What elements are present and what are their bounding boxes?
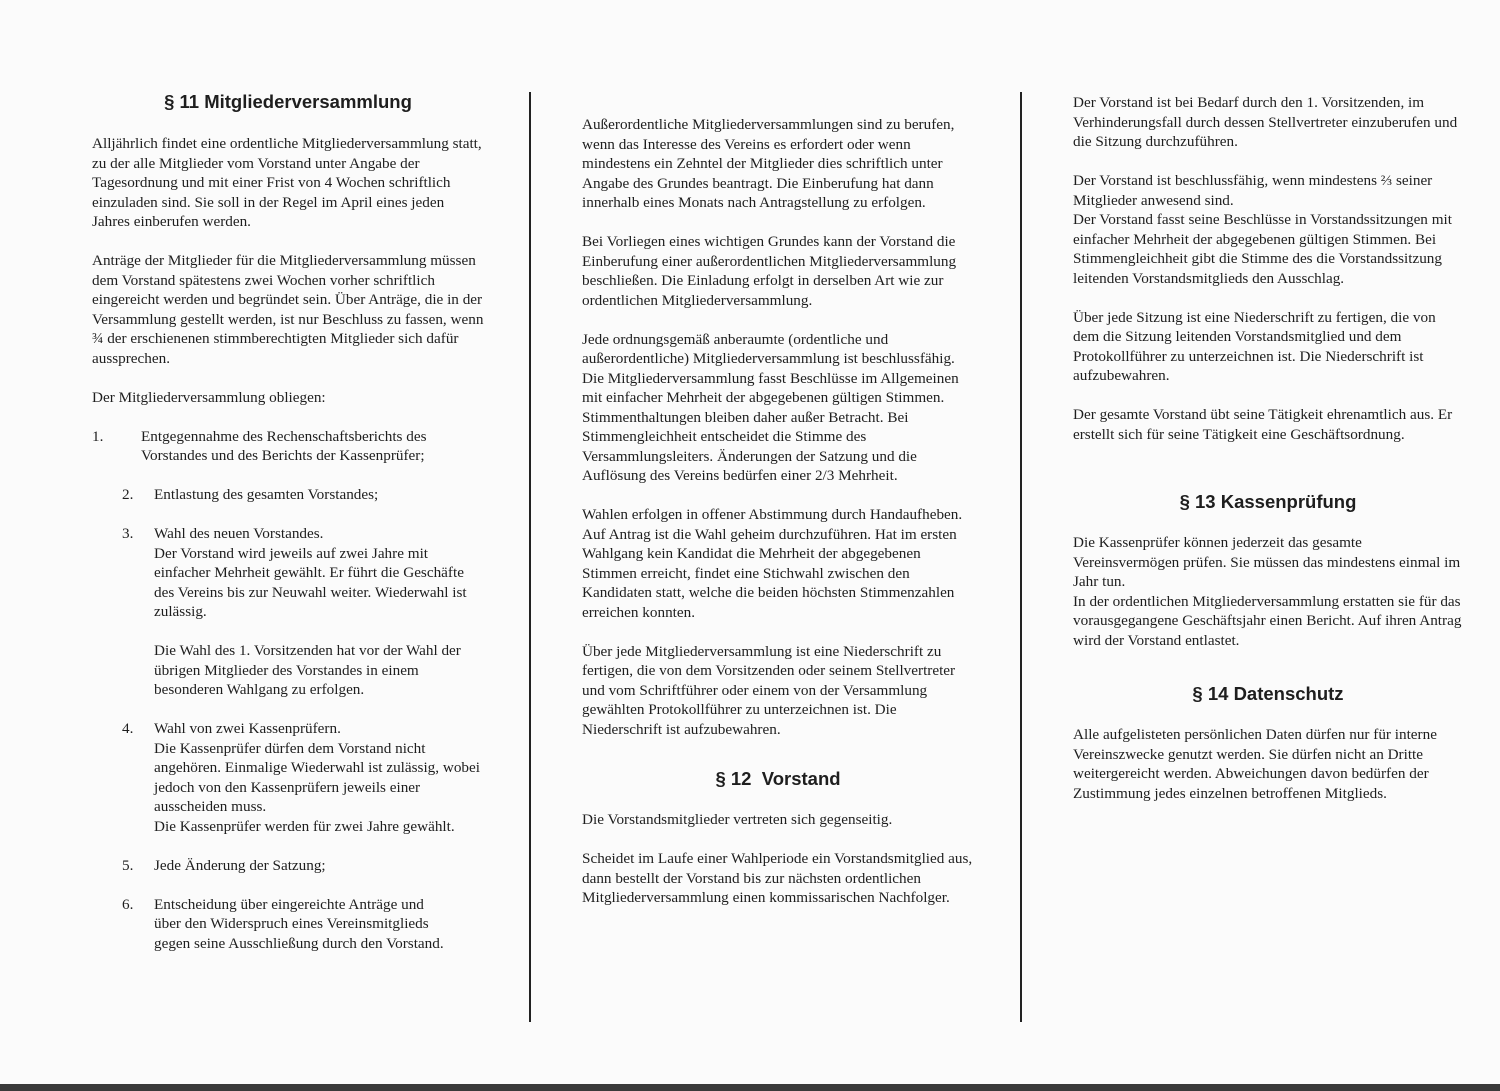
column-2 [582,115,974,927]
column-divider-right [1020,92,1022,1022]
section-11-title: § 11 Mitgliederversammlung [164,91,412,112]
list-item-number: 3. [122,525,134,542]
list-item-detail-2: Die Kassenprüfer werden für zwei Jahre gewählt. [154,817,455,835]
list-item-number: 2. [122,486,134,503]
list-item-detail-2: Die Wahl des 1. Vorsitzenden hat vor der Wahl der übrigen Mitglieder des Vorstandes in einem besonderen Wahlgang zu erfolgen. [154,642,461,698]
column-divider-left [529,92,531,1022]
section-12-title: § 12 Vorstand [715,768,841,789]
list-item-3 [92,524,484,700]
column-1 [92,90,484,973]
list-item-text: Entlastung des gesamten Vorstandes; [154,486,379,503]
s11-paragraph-1: Alljährlich findet eine ordentliche Mitgliederversammlung statt, zu der alle Mitglieder vom Vorstand unter Angabe der Tagesordnung und mit einer Frist von 4 Wochen schriftlich einzuladen sind. Sie soll in der Regel im April eines jeden Jahres einberufen werden. [92,135,482,230]
s12-paragraph-6: Über jede Sitzung ist eine Niederschrift zu fertigen, die von dem die Sitzung leitenden Vorstandsmitglied und dem Protokollführer zu unterzeichnen ist. Die Niederschrift ist aufzubewahren. [1073,308,1436,384]
s13-paragraph-2: In der ordentlichen Mitgliederversammlung erstatten sie für das vorausgegangene Geschäftsjahr einen Bericht. Auf ihren Antrag wird der Vorstand entlastet. [1073,592,1462,649]
list-item-4 [92,719,484,836]
s12-paragraph-1: Die Vorstandsmitglieder vertreten sich gegenseitig. [582,811,893,828]
s12-paragraph-5: Der Vorstand fasst seine Beschlüsse in Vorstandssitzungen mit einfacher Mehrheit der abgegebenen gültigen Stimmen. Bei Stimmengleichheit gibt die Stimme des die Vorstandssitzung leitenden Vorstandsmitglieds den Ausschlag. [1073,211,1452,287]
section-14-title: § 14 Datenschutz [1192,683,1344,704]
s11-paragraph-6: Jede ordnungsgemäß anberaumte (ordentliche und außerordentliche) Mitgliederversammlung ist beschlussfähig. Die Mitgliederversammlung fasst Beschlüsse im Allgemeinen mit einfacher Mehrheit der abgegebenen gültigen Stimmen. Stimmenthaltungen bleiben daher außer Betracht. Bei Stimmengleichheit entscheidet die Stimme des Versammlungsleiters. Änderungen der Satzung und die Auflösung des Vereins bedürfen einer 2/3 Mehrheit. [582,330,959,484]
list-item-text: Entscheidung über eingereichte Anträge und über den Widerspruch eines Vereinsmitglieds gegen seine Ausschließung durch den Vorstand. [154,895,444,952]
list-item-number: 4. [122,720,134,737]
list-item-text: Entgegennahme des Rechenschaftsberichts des Vorstandes und des Berichts der Kassenprüfer; [141,427,427,464]
list-item-text: Jede Änderung der Satzung; [154,856,326,874]
list-item-2 [92,485,484,505]
scan-bottom-edge [0,1084,1500,1091]
s12-paragraph-2: Scheidet im Laufe einer Wahlperiode ein Vorstandsmitglied aus, dann bestellt der Vorstand bis zur nächsten ordentlichen Mitgliederversammlung einen kommissarischen Nachfolger. [582,850,973,906]
list-item-number: 1. [92,427,104,445]
s13-paragraph-1: Die Kassenprüfer können jederzeit das gesamte Vereinsvermögen prüfen. Sie müssen das mindestens einmal im Jahr tun. [1073,534,1461,590]
column-3 [1073,93,1463,823]
list-item-number: 6. [122,895,134,913]
list-item-detail: Die Kassenprüfer dürfen dem Vorstand nicht angehören. Einmalige Wiederwahl ist zulässig, wobei jedoch von den Kassenprüfern jeweils einer ausscheiden muss. [154,739,480,815]
list-item-detail: Der Vorstand wird jeweils auf zwei Jahre mit einfacher Mehrheit gewählt. Er führt die Geschäfte des Vereins bis zur Neuwahl weiter. Wiederwahl ist zulässig. [154,544,467,620]
s11-paragraph-7: Wahlen erfolgen in offener Abstimmung durch Handaufheben. Auf Antrag ist die Wahl geheim durchzuführen. Hat im ersten Wahlgang kein Kandidat die Mehrheit der abgegebenen Stimmen erreicht, findet eine Stichwahl zwischen den Kandidaten statt, welche die beiden höchsten Stimmenzahlen erreichen konnten. [582,506,963,621]
s11-paragraph-5: Bei Vorliegen eines wichtigen Grundes kann der Vorstand die Einberufung einer außerordentlichen Mitgliederversammlung beschließen. Die Einladung erfolgt in derselben Art wie zur ordentlichen Mitgliederversammlung. [582,233,957,309]
s11-paragraph-2: Anträge der Mitglieder für die Mitgliederversammlung müssen dem Vorstand spätestens zwei Wochen vorher schriftlich eingereicht werden und begründet sein. Über Anträge, die in der Versammlung gestellt werden, ist nur Beschluss zu fassen, wenn ¾ der erschienenen stimmberechtigten Mitglieder sich dafür aussprechen. [92,252,484,367]
s12-paragraph-4: Der Vorstand ist beschlussfähig, wenn mindestens ⅔ seiner Mitglieder anwesend sind. [1073,172,1433,209]
list-item-1 [92,427,484,466]
s11-paragraph-8: Über jede Mitgliederversammlung ist eine Niederschrift zu fertigen, die von dem Vorsitzenden oder seinem Stellvertreter und vom Schriftführer oder einem von der Versammlung gewählten Protokollführer zu unterzeichnen ist. Die Niederschrift ist aufzubewahren. [582,642,956,738]
s12-paragraph-7: Der gesamte Vorstand übt seine Tätigkeit ehrenamtlich aus. Er erstellt sich für seine Tätigkeit eine Geschäftsordnung. [1073,406,1453,443]
s14-paragraph-1: Alle aufgelisteten persönlichen Daten dürfen nur für interne Vereinszwecke genutzt werden. Sie dürfen nicht an Dritte weitergereicht werden. Abweichungen davon bedürfen der Zustimmung jedes einzelnen betroffenen Mitglieds. [1073,726,1437,802]
section-13-title: § 13 Kassenprüfung [1179,491,1357,512]
s12-paragraph-3: Der Vorstand ist bei Bedarf durch den 1. Vorsitzenden, im Verhinderungsfall durch dessen Stellvertreter einzuberufen und die Sitzung durchzuführen. [1073,94,1458,150]
list-item-text: Wahl von zwei Kassenprüfern. [154,720,341,737]
list-item-6 [92,895,484,954]
list-item-5 [92,856,484,876]
s11-paragraph-3: Der Mitgliederversammlung obliegen: [92,388,326,406]
s11-paragraph-4: Außerordentliche Mitgliederversammlungen sind zu berufen, wenn das Interesse des Vereins es erfordert oder wenn mindestens ein Zehntel der Mitglieder dies schriftlich unter Angabe des Grundes beantragt. Die Einberufung hat dann innerhalb eines Monats nach Antragstellung zu erfolgen. [582,116,955,211]
list-item-number: 5. [122,856,134,874]
list-item-text: Wahl des neuen Vorstandes. [154,525,324,542]
